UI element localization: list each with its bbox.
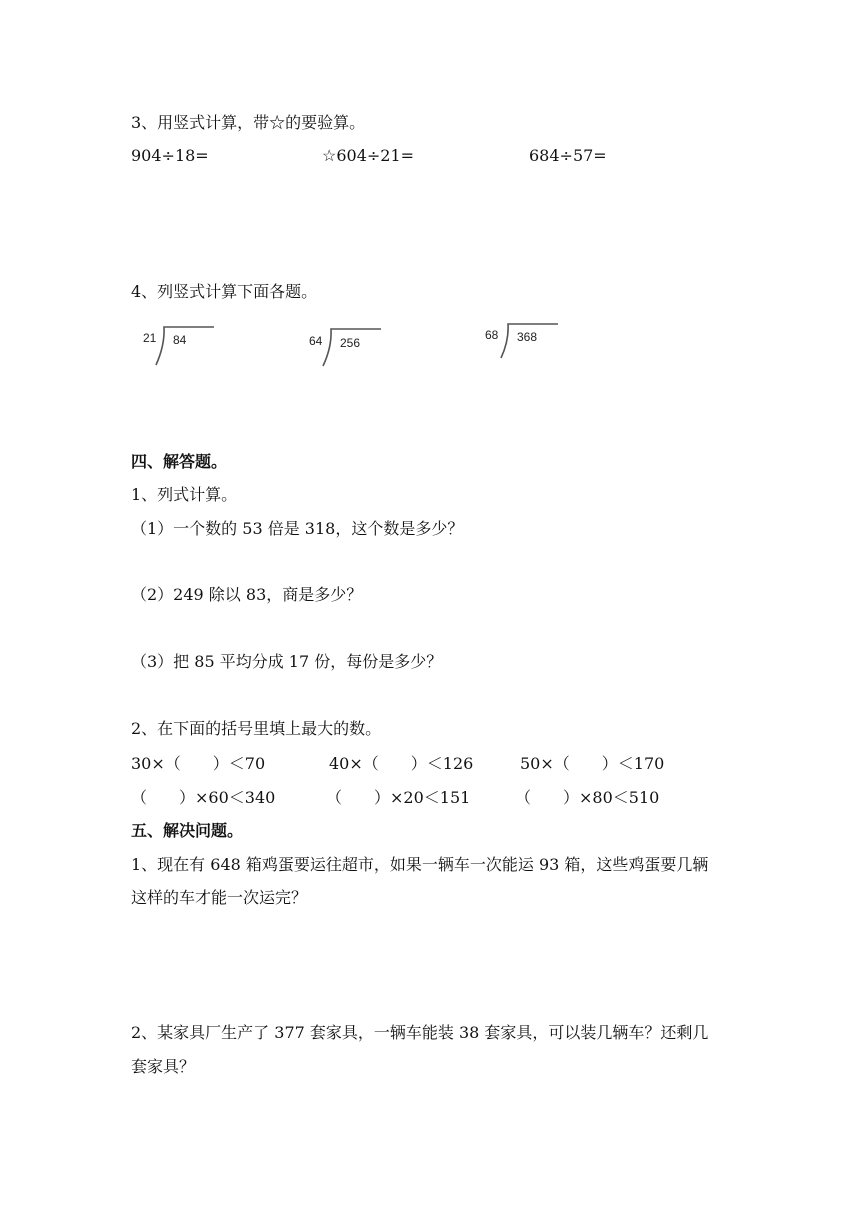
problem-3: 684÷57= [529,146,607,165]
dividend: 256 [340,336,361,350]
inequality-6: （ ）×80＜510 [515,788,660,807]
inequality-5: （ ）×20＜151 [326,788,471,807]
part-4-q2-title: 2、在下面的括号里填上最大的数。 [131,719,382,738]
divisor: 68 [485,328,499,342]
inequality-2: 40×（ ）＜126 [329,754,474,773]
part-4-q1-title: 1、列式计算。 [131,485,238,504]
long-division-1 [141,323,251,373]
part-4-q1-item-3: （3）把 85 平均分成 17 份，每份是多少？ [131,652,443,671]
inequality-4: （ ）×60＜340 [131,788,276,807]
part-4-q1-item-2: （2）249 除以 83，商是多少？ [131,585,363,604]
problem-5-2-line-2: 套家具？ [131,1057,196,1076]
division-bracket [141,323,221,373]
divisor: 21 [143,331,157,345]
divisor: 64 [309,334,323,348]
dividend: 368 [517,330,538,344]
section-4-title: 4、列竖式计算下面各题。 [131,282,318,301]
inequality-3: 50×（ ）＜170 [520,754,665,773]
part-4-q1-item-1: （1）一个数的 53 倍是 318，这个数是多少？ [131,519,464,538]
division-bracket [484,321,564,371]
division-bracket [307,326,387,376]
dividend: 84 [173,333,187,347]
part-5-heading: 五、解决问题。 [131,821,244,840]
part-4-heading: 四、解答题。 [131,452,228,471]
section-3-title: 3、用竖式计算，带☆的要验算。 [131,113,366,132]
problem-5-2-line-1: 2、某家具厂生产了 377 套家具，一辆车能装 38 套家具，可以装几辆车？还剩几 [131,1023,709,1042]
problem-2: ☆604÷21= [322,146,415,165]
long-division-2 [307,326,417,376]
problem-1: 904÷18= [131,146,209,165]
inequality-1: 30×（ ）＜70 [131,754,266,773]
problem-5-1-line-1: 1、现在有 648 箱鸡蛋要运往超市，如果一辆车一次能运 93 箱，这些鸡蛋要几辆 [131,855,709,874]
long-division-3 [484,321,594,371]
problem-5-1-line-2: 这样的车才能一次运完？ [131,888,308,907]
